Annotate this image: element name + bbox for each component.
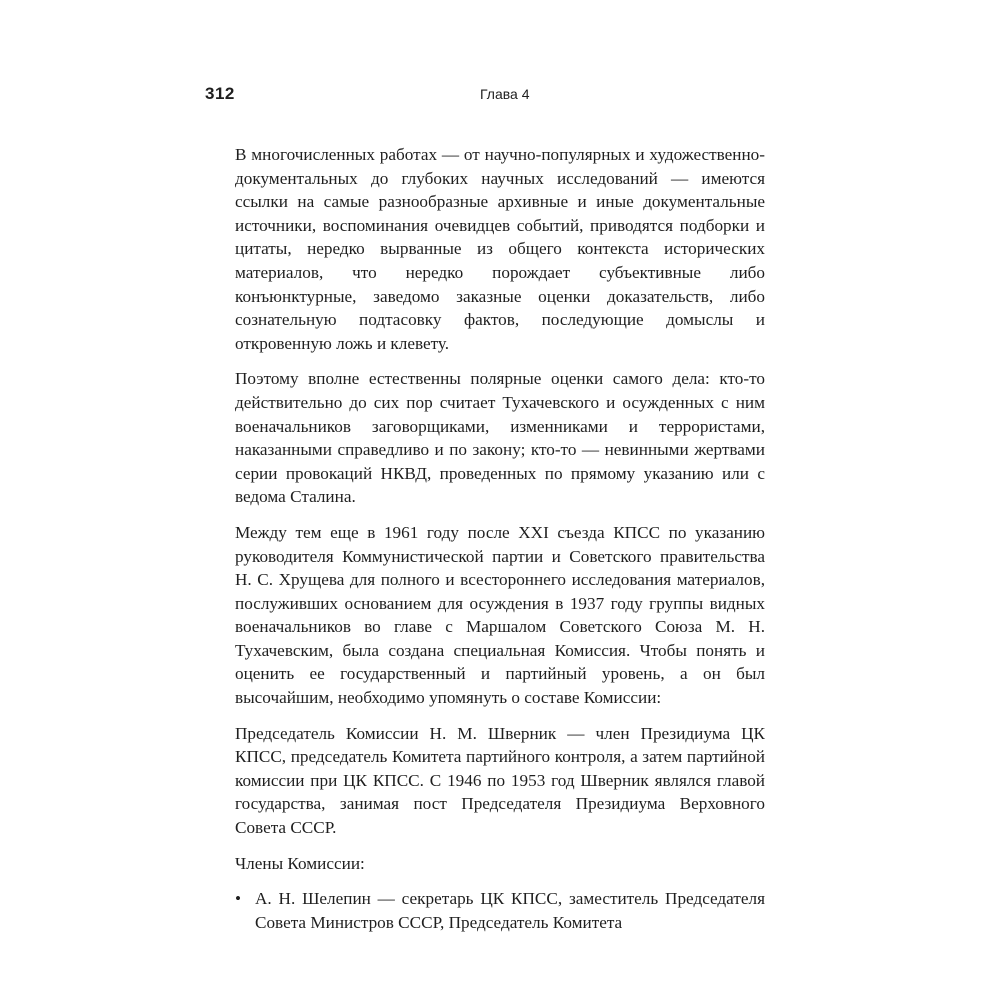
bullet-icon: •	[235, 889, 242, 909]
running-head	[205, 84, 765, 108]
paragraph-polar-assessments: Поэтому вполне естественны полярные оценки самого дела: кто-то действительно до сих пор считает Тухачевского и осужденных с ним военачальников заговорщиками, изменниками и террористами, наказанными справедливо и по закону; кто-то — невинными жертвами серии провокаций НКВД, проведенных по прямому указанию или с ведома Сталина.	[235, 369, 765, 507]
page-number: 312	[205, 84, 235, 103]
paragraph-commission-creation: Между тем еще в 1961 году после XXI съезда КПСС по указанию руководителя Коммунистической партии и Советского правительства Н. С. Хрущева для полного и всестороннего исследования материалов, послуживших основанием для осуждения в 1937 году группы видных военачальников во главе с Маршалом Советского Союза М. Н. Тухачевским, была создана специальная Комиссия. Чтобы понять и оценить ее государственный и партийный уровень, а он был высочайшим, необходимо упомянуть о составе Комиссии:	[235, 522, 765, 708]
body-text	[235, 143, 765, 934]
paragraph-sources: В многочисленных работах — от научно-популярных и художественно-документальных до глубоких научных исследований — имеются ссылки на самые разнообразные архивные и иные документальные источники, воспоминания очевидцев событий, приводятся подборки и цитаты, нередко вырванные из общего контекста исторических материалов, что нередко порождает субъективные либо конъюнктурные, заведомо заказные оценки доказательств, либо сознательную подтасовку фактов, последующие домыслы и откровенную ложь и клевету.	[235, 145, 765, 353]
list-item-text: А. Н. Шелепин — секретарь ЦК КПСС, заместитель Председателя Совета Министров СССР, Председатель Комитета	[255, 889, 765, 932]
list-item	[235, 887, 765, 934]
members-list	[235, 887, 765, 934]
paragraph-members-heading: Члены Комиссии:	[235, 853, 365, 873]
chapter-title: Глава 4	[480, 86, 530, 102]
paragraph-commission-chairman: Председатель Комиссии Н. М. Шверник — член Президиума ЦК КПСС, председатель Комитета партийного контроля, а затем партийной комиссии при ЦК КПСС. С 1946 по 1953 год Шверник являлся главой государства, занимая пост Председателя Президиума Верховного Совета СССР.	[235, 723, 765, 838]
